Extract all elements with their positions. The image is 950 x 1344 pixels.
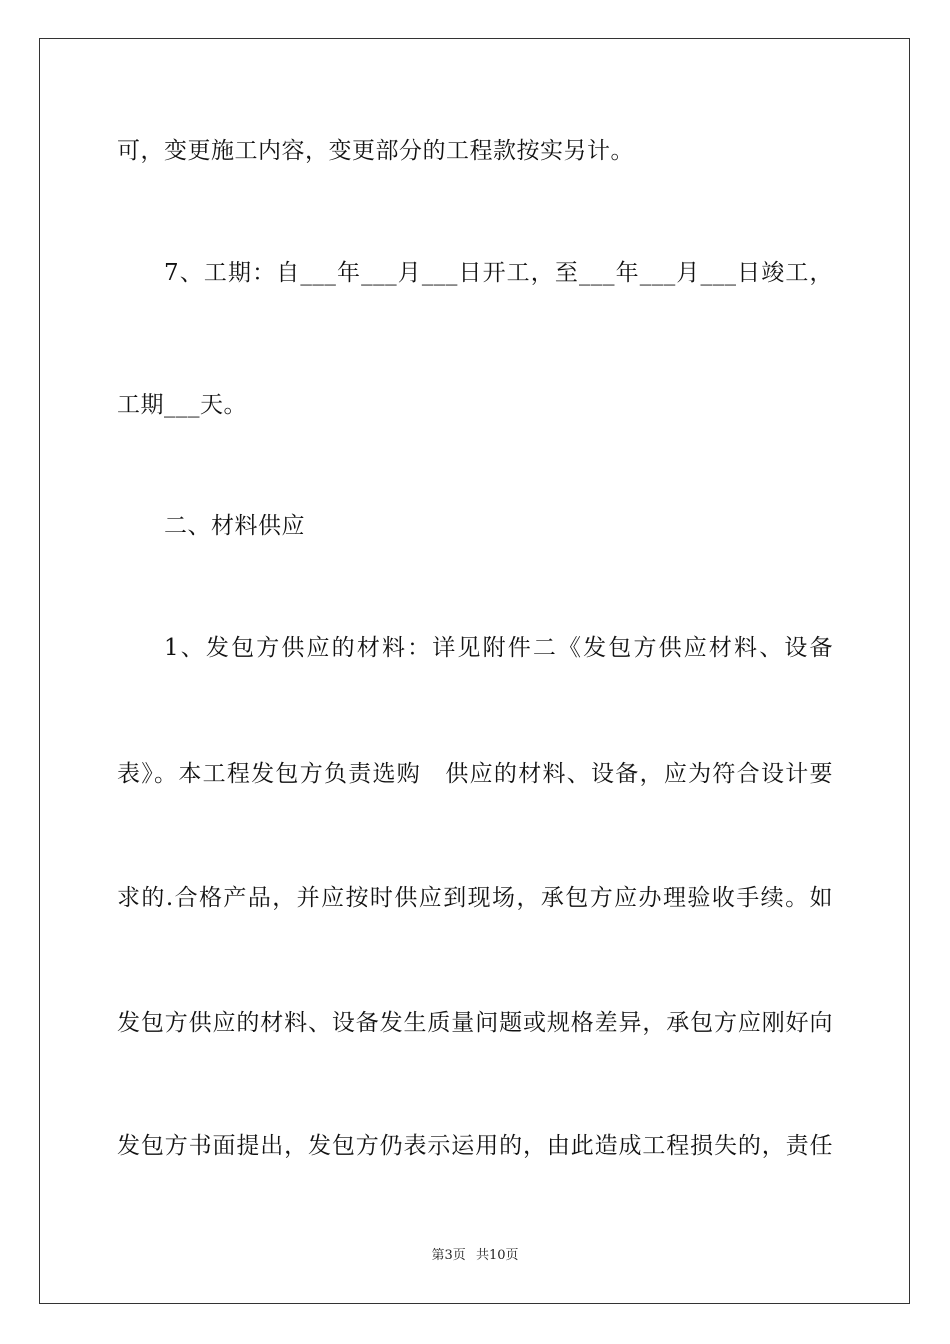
page-number: 第3页 <box>431 1248 466 1263</box>
total-pages: 共10页 <box>475 1248 519 1263</box>
text-line-2: 7、工期：自___年___月___日开工，至___年___月___日竣工， <box>164 260 833 286</box>
text-line-3: 工期___天。 <box>117 392 247 418</box>
text-line-6: 表》。本工程发包方负责选购 供应的材料、设备，应为符合设计要 <box>117 761 833 787</box>
text-line-9: 发包方书面提出，发包方仍表示运用的，由此造成工程损失的，责任 <box>117 1133 833 1159</box>
text-line-7: 求的.合格产品，并应按时供应到现场，承包方应办理验收手续。如 <box>117 885 833 911</box>
text-line-5: 1、发包方供应的材料：详见附件二《发包方供应材料、设备 <box>164 635 833 661</box>
page-border <box>39 38 910 1304</box>
text-line-1: 可，变更施工内容，变更部分的工程款按实另计。 <box>117 138 634 164</box>
section-heading-materials: 二、材料供应 <box>164 513 305 539</box>
page-footer <box>0 1247 950 1265</box>
text-line-8: 发包方供应的材料、设备发生质量问题或规格差异，承包方应刚好向 <box>117 1010 833 1036</box>
